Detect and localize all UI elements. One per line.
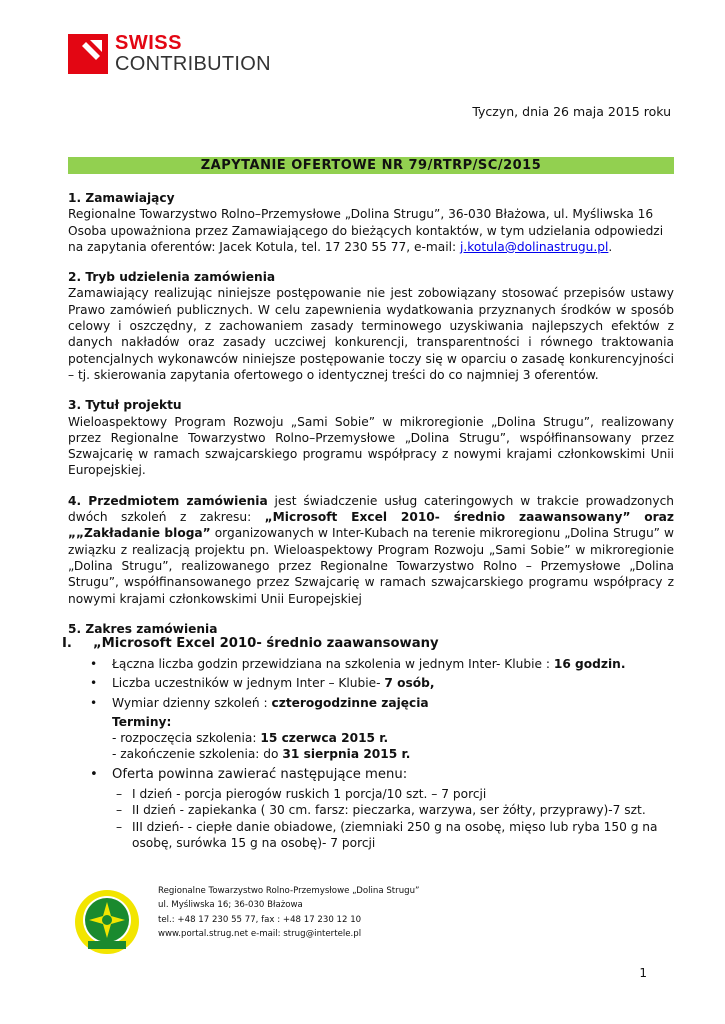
item-value: czterogodzinne zajęcia xyxy=(271,695,429,710)
bullet-icon: • xyxy=(90,657,98,671)
dolina-strugu-logo-icon xyxy=(74,889,140,955)
section-zamawiajacy xyxy=(68,190,674,255)
section-tryb xyxy=(68,269,674,383)
footer-web-email: www.portal.strug.net e-mail: strug@intertele.pl xyxy=(158,929,362,940)
part-numeral: I. xyxy=(62,636,72,651)
part-title xyxy=(62,636,674,656)
page-number: 1 xyxy=(639,966,647,980)
footer-address xyxy=(158,884,420,942)
section-heading: 1. Zamawiający xyxy=(68,191,175,205)
start-date xyxy=(112,730,674,746)
section-przedmiot xyxy=(68,493,674,607)
item-text: Liczba uczestników w jednym Inter – Klubie- xyxy=(112,676,385,691)
swiss-contribution-logo-icon xyxy=(68,34,108,74)
document-body xyxy=(68,190,674,651)
section-text: Wieloaspektowy Program Rozwoju „Sami Sobie” w mikroregionie „Dolina Strugu”, realizowany przez Regionalne Towarzystwo Rolno–Przemysłowe „Dolina Strugu”, współfinansowany przez Szwajcarię w ramach szwajcarskiego programu współpracy z nowymi krajami członkowskimi Unii Europejskiej. xyxy=(68,414,674,478)
bullet-icon: • xyxy=(90,766,98,782)
menu-item xyxy=(68,819,674,852)
title-bar xyxy=(68,157,674,174)
menu-item xyxy=(68,786,674,802)
part-title-text: „Microsoft Excel 2010- średnio zaawansowany xyxy=(93,636,439,651)
end-date xyxy=(112,746,674,762)
dash-icon: – xyxy=(116,803,123,818)
footer-street: ul. Myśliwska 16; 36-030 Błażowa xyxy=(158,900,303,911)
section-text: Zamawiający realizując niniejsze postępowanie nie jest zobowiązany stosować przepisów ustawy Prawo zamówień publicznych. W celu zapewnienia wydatkowania przyznanych środków w sposób celowy i oszczędny, z zachowaniem zasady terminowego uzyskiwania najlepszych efektów z danych nakładów oraz zasady uczciwej konkurencji, transparentności i równego traktowania potencjalnych wykonawców niniejsze postępowanie toczy się w oparciu o zasadę konkurencyjności – tj. skierowania zapytania ofertowego o identycznej treści do co najmniej 3 oferentów. xyxy=(68,286,674,382)
dash-icon: – xyxy=(116,819,123,834)
contact-text: Osoba upoważniona przez Zamawiającego do bieżących kontaktów, w tym udzielania odpowiedzi na zapytania oferentów: Jacek Kotula, tel. 17 230 55 77, e-mail: xyxy=(68,223,664,254)
footer-phone: tel.: +48 17 230 55 77, fax : +48 17 230 12 10 xyxy=(158,914,362,925)
menu-list xyxy=(68,786,674,851)
document-date: Tyczyn, dnia 26 maja 2015 roku xyxy=(472,104,671,119)
menu-list-heading xyxy=(68,767,674,783)
footer-org-name: Regionalne Towarzystwo Rolno-Przemysłowe „Dolina Strugu” xyxy=(158,886,420,896)
item-text: - zakończenie szkolenia: do xyxy=(112,747,283,762)
logo-text-contribution: CONTRIBUTION xyxy=(115,53,271,75)
requirements-list xyxy=(68,656,674,711)
section-text xyxy=(68,223,674,256)
item-text: Łączna liczba godzin przewidziana na szkolenia w jednym Inter- Klubie : xyxy=(112,657,554,671)
document-title: ZAPYTANIE OFERTOWE NR 79/RTRP/SC/2015 xyxy=(200,158,542,173)
list-item xyxy=(68,675,674,691)
list-item xyxy=(68,695,674,711)
dash-icon: – xyxy=(116,787,123,802)
section-heading: 3. Tytuł projektu xyxy=(68,398,182,413)
list-item xyxy=(68,767,674,783)
section-text: organizowanych w Inter-Kubach na terenie mikroregionu „Dolina Strugu” w związku z realizacją projektu pn. Wieloaspektowy Program Rozwoju „Sami Sobie” w mikroregionie „Dolina Strugu”, realizowanego przez Regionalne Towarzystwo Rolno – Przemysłowe „Dolina Strugu”, współfinansowanego przez Szwajcarię w ramach szwajcarskiego programu współpracy z nowymi krajami członkowskimi Unii Europejskiej xyxy=(68,526,674,606)
item-text: Wymiar dzienny szkoleń : xyxy=(112,695,272,710)
section-heading: 5. Zakres zamówienia xyxy=(68,621,218,636)
item-value: 31 sierpnia 2015 r. xyxy=(282,747,411,762)
section-tytul xyxy=(68,397,674,478)
item-text: - rozpoczęcia szkolenia: xyxy=(112,731,261,746)
section-text: jest świadczenie usług cateringowych w trakcie prowadzonych dwóch szkoleń z zakresu: xyxy=(68,493,674,525)
email-link[interactable]: j.kotula@dolinastrugu.pl xyxy=(460,239,609,254)
punctuation: . xyxy=(608,239,613,254)
menu-item-text: I dzień - porcja pierogów ruskich 1 porcja/10 szt. – 7 porcji xyxy=(132,787,487,802)
menu-item-text: II dzień - zapiekanka ( 30 cm. farsz: pieczarka, warzywa, ser żółty, przyprawy)-7 szt. xyxy=(132,803,646,818)
item-value: 15 czerwca 2015 r. xyxy=(260,731,389,746)
terms-block xyxy=(68,714,674,763)
terms-heading: Terminy: xyxy=(112,714,172,729)
section-heading: 4. Przedmiotem zamówienia xyxy=(68,493,268,508)
section-heading: 2. Tryb udzielenia zamówienia xyxy=(68,270,276,285)
section-zakres xyxy=(68,621,674,637)
part-one xyxy=(62,636,674,851)
item-value: 7 osób, xyxy=(384,676,435,691)
list-item xyxy=(68,656,674,672)
bullet-icon: • xyxy=(90,695,98,710)
training-names: „Microsoft Excel 2010- średnio zaawansowany” oraz „„Zakładanie bloga” xyxy=(68,510,674,541)
section-text: Regionalne Towarzystwo Rolno–Przemysłowe „Dolina Strugu”, 36-030 Błażowa, ul. Myśliwska 16 xyxy=(68,207,654,222)
item-value: 16 godzin. xyxy=(553,657,626,671)
bullet-icon: • xyxy=(90,676,98,691)
menu-item xyxy=(68,802,674,818)
logo-text-swiss: SWISS xyxy=(115,32,182,54)
footer xyxy=(74,884,674,964)
menu-heading: Oferta powinna zawierać następujące menu: xyxy=(112,766,408,782)
menu-item-text: III dzień- - ciepłe danie obiadowe, (ziemniaki 250 g na osobę, mięso lub ryba 150 g na osobę, surówka 15 g na osobę)- 7 porcji xyxy=(132,819,658,850)
